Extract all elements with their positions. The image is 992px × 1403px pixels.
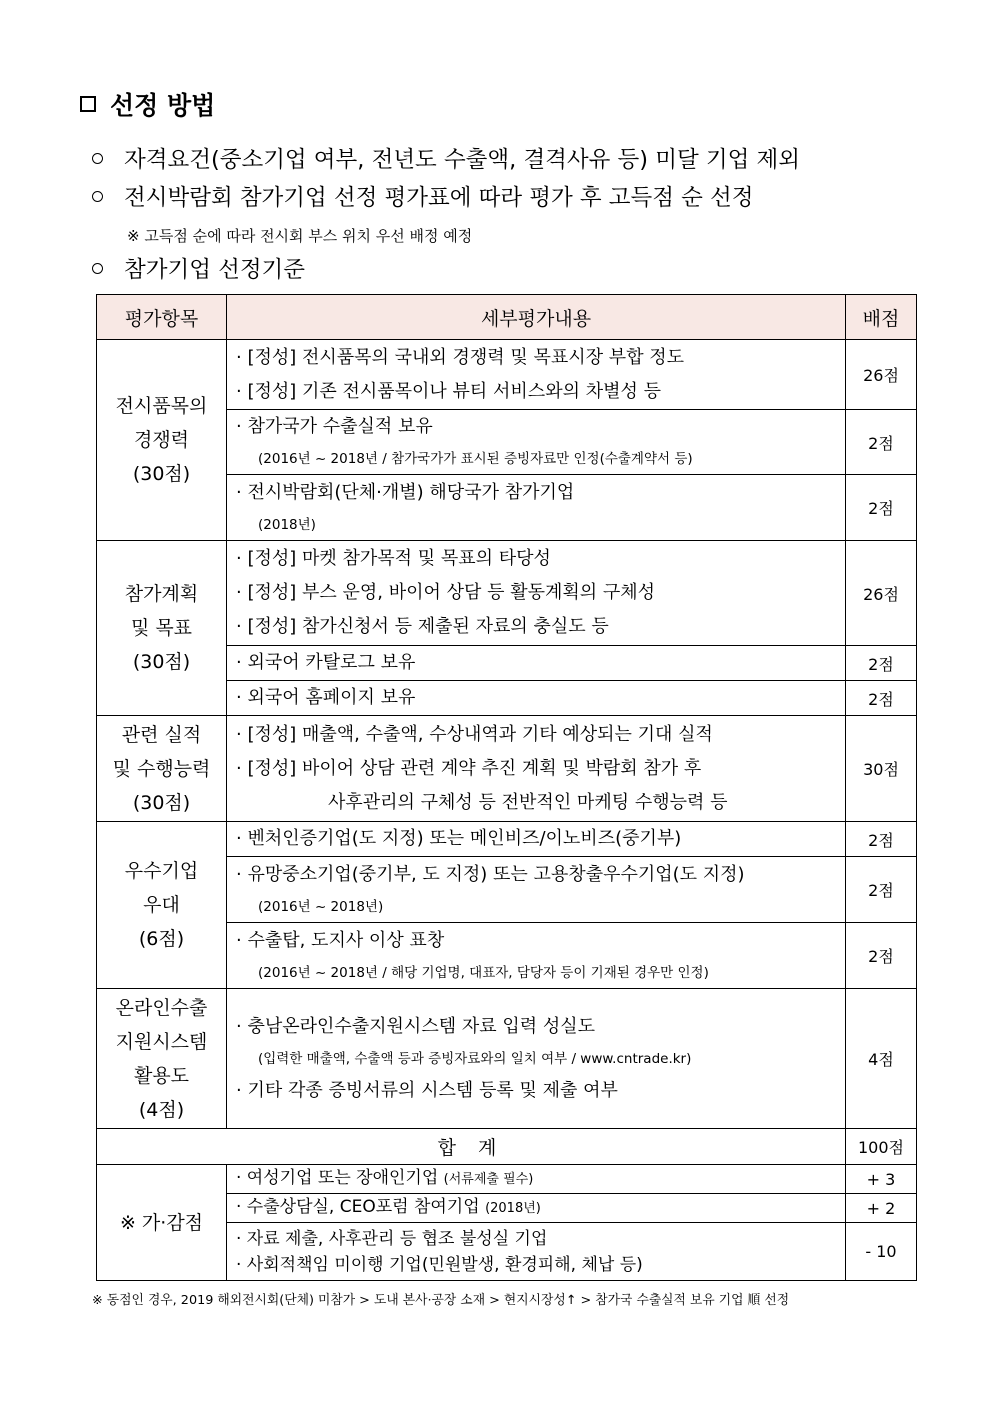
adjust-points: + 3 (846, 1165, 917, 1194)
header-category: 평가항목 (97, 295, 227, 340)
section-heading (80, 86, 215, 122)
circle-bullet-icon (92, 153, 103, 164)
adjust-points: + 2 (846, 1194, 917, 1223)
detail-cell: · [정성] 매출액, 수출액, 수상내역과 기타 예상되는 기대 실적 · [정성] 바이어 상담 관련 계약 추진 계획 및 박람회 참가 후 사후관리의 구체성 등 전반적인 마케팅 수행능력 등 (227, 716, 846, 822)
detail-cell: · 참가국가 수출실적 보유 (2016년 ~ 2018년 / 참가국가가 표시된 증빙자료만 인정(수출계약서 등) (227, 410, 846, 475)
total-points: 100점 (846, 1129, 917, 1165)
detail-cell: · [정성] 전시품목의 국내외 경쟁력 및 목표시장 부합 정도 · [정성] 기존 전시품목이나 뷰티 서비스와의 차별성 등 (227, 340, 846, 410)
points-cell: 2점 (846, 410, 917, 475)
points-cell: 2점 (846, 681, 917, 716)
total-label: 합 계 (97, 1129, 846, 1165)
points-cell: 26점 (846, 340, 917, 410)
bullet-evaluation: 전시박람회 참가기업 선정 평가표에 따라 평가 후 고득점 순 선정 (92, 180, 753, 212)
adjust-detail: · 수출상담실, CEO포럼 참여기업 (2018년) (227, 1194, 846, 1223)
footer-note: ※ 동점인 경우, 2019 해외전시회(단체) 미참가 > 도내 본사·공장 소재 > 현지시장성↑ > 참가국 수출실적 보유 기업 順 선정 (92, 1293, 790, 1308)
adjust-row (97, 1165, 917, 1194)
circle-bullet-icon (92, 191, 103, 202)
points-cell: 4점 (846, 989, 917, 1129)
detail-cell: · 외국어 카탈로그 보유 (227, 646, 846, 681)
table-header-row (97, 295, 917, 340)
table-row (97, 716, 917, 822)
circle-bullet-icon (92, 263, 103, 274)
points-cell: 2점 (846, 857, 917, 923)
bullet-criteria: 참가기업 선정기준 (92, 252, 305, 284)
booth-note: ※ 고득점 순에 따라 전시회 부스 위치 우선 배정 예정 (127, 227, 473, 245)
points-cell: 2점 (846, 646, 917, 681)
category-cell: 관련 실적 및 수행능력 (30점) (97, 716, 227, 822)
detail-cell: · 수출탑, 도지사 이상 표창 (2016년 ~ 2018년 / 해당 기업명, 대표자, 담당자 등이 기재된 경우만 인정) (227, 923, 846, 989)
detail-cell: · 유망중소기업(중기부, 도 지정) 또는 고용창출우수기업(도 지정) (2016년 ~ 2018년) (227, 857, 846, 923)
points-cell: 30점 (846, 716, 917, 822)
points-cell: 2점 (846, 475, 917, 541)
adjust-detail: · 자료 제출, 사후관리 등 협조 불성실 기업 · 사회적책임 미이행 기업(민원발생, 환경피해, 체납 등) (227, 1223, 846, 1281)
evaluation-table (96, 294, 917, 1281)
category-cell: 우수기업 우대 (6점) (97, 822, 227, 989)
header-details: 세부평가내용 (227, 295, 846, 340)
adjust-detail: · 여성기업 또는 장애인기업 (서류제출 필수) (227, 1165, 846, 1194)
adjust-category-cell: ※ 가·감점 (97, 1165, 227, 1281)
detail-cell: · 벤처인증기업(도 지정) 또는 메인비즈/이노비즈(중기부) (227, 822, 846, 857)
category-cell: 참가계획 및 목표 (30점) (97, 541, 227, 716)
detail-cell: · [정성] 마켓 참가목적 및 목표의 타당성 · [정성] 부스 운영, 바이어 상담 등 활동계획의 구체성 · [정성] 참가신청서 등 제출된 자료의 충실도 등 (227, 541, 846, 646)
table-row (97, 340, 917, 410)
category-cell: 온라인수출 지원시스템 활용도 (4점) (97, 989, 227, 1129)
total-row (97, 1129, 917, 1165)
detail-cell: · 충남온라인수출지원시스템 자료 입력 성실도 (입력한 매출액, 수출액 등과 증빙자료와의 일치 여부 / www.cntrade.kr) · 기타 각종 증빙서류의 시스템 등록 및 제출 여부 (227, 989, 846, 1129)
table-row (97, 822, 917, 857)
detail-cell: · 전시박람회(단체·개별) 해당국가 참가기업 (2018년) (227, 475, 846, 541)
detail-cell: · 외국어 홈페이지 보유 (227, 681, 846, 716)
adjust-points: - 10 (846, 1223, 917, 1281)
table-row (97, 989, 917, 1129)
category-cell: 전시품목의 경쟁력 (30점) (97, 340, 227, 541)
points-cell: 26점 (846, 541, 917, 646)
section-title: 선정 방법 (110, 91, 216, 120)
bullet-eligibility: 자격요건(중소기업 여부, 전년도 수출액, 결격사유 등) 미달 기업 제외 (92, 142, 800, 174)
points-cell: 2점 (846, 822, 917, 857)
table-row (97, 541, 917, 646)
checkbox-square-icon (80, 96, 96, 112)
header-points: 배점 (846, 295, 917, 340)
points-cell: 2점 (846, 923, 917, 989)
